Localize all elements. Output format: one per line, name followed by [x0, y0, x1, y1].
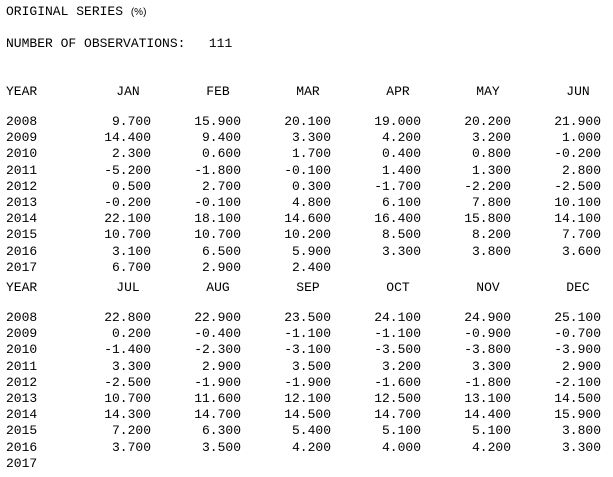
observations-count: 111 — [208, 36, 233, 51]
value-cell: 14.400 — [104, 130, 151, 145]
value-cell: 20.200 — [464, 114, 511, 129]
value-cell: 10.700 — [104, 227, 151, 242]
value-cell: 1.300 — [471, 163, 511, 178]
month-header-apr: APR — [386, 84, 410, 99]
value-cell: 3.300 — [291, 130, 331, 145]
value-cell: 7.200 — [111, 423, 151, 438]
value-cell: 3.500 — [291, 359, 331, 374]
value-cell: 6.500 — [201, 244, 241, 259]
value-cell: 3.300 — [111, 359, 151, 374]
value-cell: 1.700 — [291, 146, 331, 161]
value-cell: -1.800 — [464, 375, 511, 390]
year-cell: 2015 — [6, 227, 38, 242]
value-cell: -1.700 — [374, 179, 421, 194]
value-cell: 2.400 — [291, 260, 331, 275]
value-cell: 9.700 — [111, 114, 151, 129]
table-row — [0, 326, 613, 342]
value-cell: 8.200 — [471, 227, 511, 242]
value-cell: 22.100 — [104, 211, 151, 226]
table-row — [0, 310, 613, 326]
value-cell: -2.300 — [194, 342, 241, 357]
year-cell: 2010 — [6, 146, 38, 161]
value-cell: 2.900 — [201, 260, 241, 275]
series-title — [6, 4, 146, 20]
table-row — [0, 179, 613, 195]
value-cell: 7.700 — [561, 227, 601, 242]
value-cell: 4.000 — [381, 440, 421, 455]
value-cell: 24.900 — [464, 310, 511, 325]
value-cell: 8.500 — [381, 227, 421, 242]
value-cell: -1.100 — [374, 326, 421, 341]
value-cell: 20.100 — [284, 114, 331, 129]
table-row — [0, 195, 613, 211]
value-cell: -2.500 — [554, 179, 601, 194]
month-header-oct: OCT — [386, 280, 410, 295]
series-unit: (%) — [130, 7, 147, 18]
value-cell: 23.500 — [284, 310, 331, 325]
value-cell: 6.700 — [111, 260, 151, 275]
value-cell: 25.100 — [554, 310, 601, 325]
value-cell: -3.900 — [554, 342, 601, 357]
table-row — [0, 146, 613, 162]
value-cell: 13.100 — [464, 391, 511, 406]
year-cell: 2017 — [6, 260, 38, 275]
table-row — [0, 391, 613, 407]
value-cell: -3.500 — [374, 342, 421, 357]
value-cell: -0.200 — [104, 195, 151, 210]
value-cell: 9.400 — [201, 130, 241, 145]
year-cell: 2008 — [6, 310, 38, 325]
value-cell: 0.200 — [111, 326, 151, 341]
year-cell: 2013 — [6, 391, 38, 406]
value-cell: 16.400 — [374, 211, 421, 226]
value-cell: -1.400 — [104, 342, 151, 357]
value-cell: -2.500 — [104, 375, 151, 390]
value-cell: 14.700 — [374, 407, 421, 422]
table-row — [0, 260, 613, 276]
value-cell: 5.400 — [291, 423, 331, 438]
value-cell: 1.000 — [561, 130, 601, 145]
table-row — [0, 163, 613, 179]
month-header-feb: FEB — [206, 84, 230, 99]
value-cell: 10.200 — [284, 227, 331, 242]
value-cell: -1.600 — [374, 375, 421, 390]
value-cell: 19.000 — [374, 114, 421, 129]
value-cell: 3.200 — [471, 130, 511, 145]
value-cell: 14.500 — [284, 407, 331, 422]
value-cell: 18.100 — [194, 211, 241, 226]
value-cell: 3.600 — [561, 244, 601, 259]
value-cell: 3.100 — [111, 244, 151, 259]
value-cell: 0.600 — [201, 146, 241, 161]
value-cell: -0.400 — [194, 326, 241, 341]
value-cell: 6.100 — [381, 195, 421, 210]
value-cell: 3.300 — [471, 359, 511, 374]
value-cell: 10.700 — [194, 227, 241, 242]
value-cell: 10.700 — [104, 391, 151, 406]
month-header-nov: NOV — [476, 280, 500, 295]
value-cell: 4.200 — [471, 440, 511, 455]
value-cell: 3.800 — [471, 244, 511, 259]
month-header-dec: DEC — [566, 280, 590, 295]
year-cell: 2011 — [6, 163, 38, 178]
value-cell: 14.500 — [554, 391, 601, 406]
value-cell: 15.900 — [194, 114, 241, 129]
value-cell: 3.700 — [111, 440, 151, 455]
value-cell: -1.900 — [284, 375, 331, 390]
table-row — [0, 244, 613, 260]
month-header-sep: SEP — [296, 280, 320, 295]
value-cell: 14.700 — [194, 407, 241, 422]
value-cell: -0.100 — [194, 195, 241, 210]
month-header-aug: AUG — [206, 280, 230, 295]
year-cell: 2016 — [6, 440, 38, 455]
table-row — [0, 211, 613, 227]
table-header-row — [0, 84, 613, 100]
value-cell: 4.200 — [291, 440, 331, 455]
value-cell: 14.600 — [284, 211, 331, 226]
observations-label: NUMBER OF OBSERVATIONS: — [6, 36, 186, 51]
value-cell: 22.900 — [194, 310, 241, 325]
value-cell: 21.900 — [554, 114, 601, 129]
value-cell: -2.200 — [464, 179, 511, 194]
value-cell: 22.800 — [104, 310, 151, 325]
month-header-jun: JUN — [566, 84, 590, 99]
value-cell: -0.100 — [284, 163, 331, 178]
value-cell: 15.800 — [464, 211, 511, 226]
value-cell: 2.300 — [111, 146, 151, 161]
value-cell: 3.500 — [201, 440, 241, 455]
table-row — [0, 114, 613, 130]
year-cell: 2014 — [6, 211, 38, 226]
month-header-mar: MAR — [296, 84, 320, 99]
value-cell: -3.800 — [464, 342, 511, 357]
table-row — [0, 342, 613, 358]
value-cell: 1.400 — [381, 163, 421, 178]
value-cell: 3.300 — [381, 244, 421, 259]
value-cell: -5.200 — [104, 163, 151, 178]
month-header-jan: JAN — [116, 84, 140, 99]
value-cell: 11.600 — [194, 391, 241, 406]
year-header: YEAR — [6, 280, 38, 295]
month-header-jul: JUL — [116, 280, 140, 295]
year-cell: 2011 — [6, 359, 38, 374]
value-cell: -3.100 — [284, 342, 331, 357]
year-cell: 2012 — [6, 375, 38, 390]
table-header-row — [0, 280, 613, 296]
table-row — [0, 227, 613, 243]
value-cell: 3.800 — [561, 423, 601, 438]
table-row — [0, 423, 613, 439]
value-cell: 14.400 — [464, 407, 511, 422]
value-cell: 2.800 — [561, 163, 601, 178]
value-cell: 3.300 — [561, 440, 601, 455]
table-row — [0, 440, 613, 456]
value-cell: 5.900 — [291, 244, 331, 259]
value-cell: 5.100 — [471, 423, 511, 438]
year-cell: 2009 — [6, 326, 38, 341]
year-cell: 2013 — [6, 195, 38, 210]
table-row — [0, 456, 613, 472]
value-cell: 7.800 — [471, 195, 511, 210]
year-cell: 2012 — [6, 179, 38, 194]
value-cell: 12.500 — [374, 391, 421, 406]
year-cell: 2010 — [6, 342, 38, 357]
table-row — [0, 407, 613, 423]
value-cell: 24.100 — [374, 310, 421, 325]
year-cell: 2015 — [6, 423, 38, 438]
value-cell: 0.300 — [291, 179, 331, 194]
value-cell: 14.100 — [554, 211, 601, 226]
value-cell: -0.200 — [554, 146, 601, 161]
table-row — [0, 359, 613, 375]
value-cell: 15.900 — [554, 407, 601, 422]
month-header-may: MAY — [476, 84, 500, 99]
value-cell: 6.300 — [201, 423, 241, 438]
value-cell: 0.500 — [111, 179, 151, 194]
value-cell: 0.400 — [381, 146, 421, 161]
value-cell: 10.100 — [554, 195, 601, 210]
year-cell: 2008 — [6, 114, 38, 129]
value-cell: 0.800 — [471, 146, 511, 161]
year-cell: 2009 — [6, 130, 38, 145]
value-cell: 4.200 — [381, 130, 421, 145]
year-header: YEAR — [6, 84, 38, 99]
table-row — [0, 375, 613, 391]
value-cell: -0.900 — [464, 326, 511, 341]
value-cell: 2.900 — [561, 359, 601, 374]
value-cell: 5.100 — [381, 423, 421, 438]
table-row — [0, 130, 613, 146]
value-cell: 2.700 — [201, 179, 241, 194]
series-title-text: ORIGINAL SERIES — [6, 4, 124, 19]
value-cell: -0.700 — [554, 326, 601, 341]
value-cell: 14.300 — [104, 407, 151, 422]
value-cell: 3.200 — [381, 359, 421, 374]
year-cell: 2016 — [6, 244, 38, 259]
year-cell: 2017 — [6, 456, 38, 471]
value-cell: 12.100 — [284, 391, 331, 406]
value-cell: -1.100 — [284, 326, 331, 341]
year-cell: 2014 — [6, 407, 38, 422]
observations-line — [6, 36, 232, 52]
value-cell: -2.100 — [554, 375, 601, 390]
value-cell: -1.800 — [194, 163, 241, 178]
value-cell: -1.900 — [194, 375, 241, 390]
value-cell: 4.800 — [291, 195, 331, 210]
value-cell: 2.900 — [201, 359, 241, 374]
